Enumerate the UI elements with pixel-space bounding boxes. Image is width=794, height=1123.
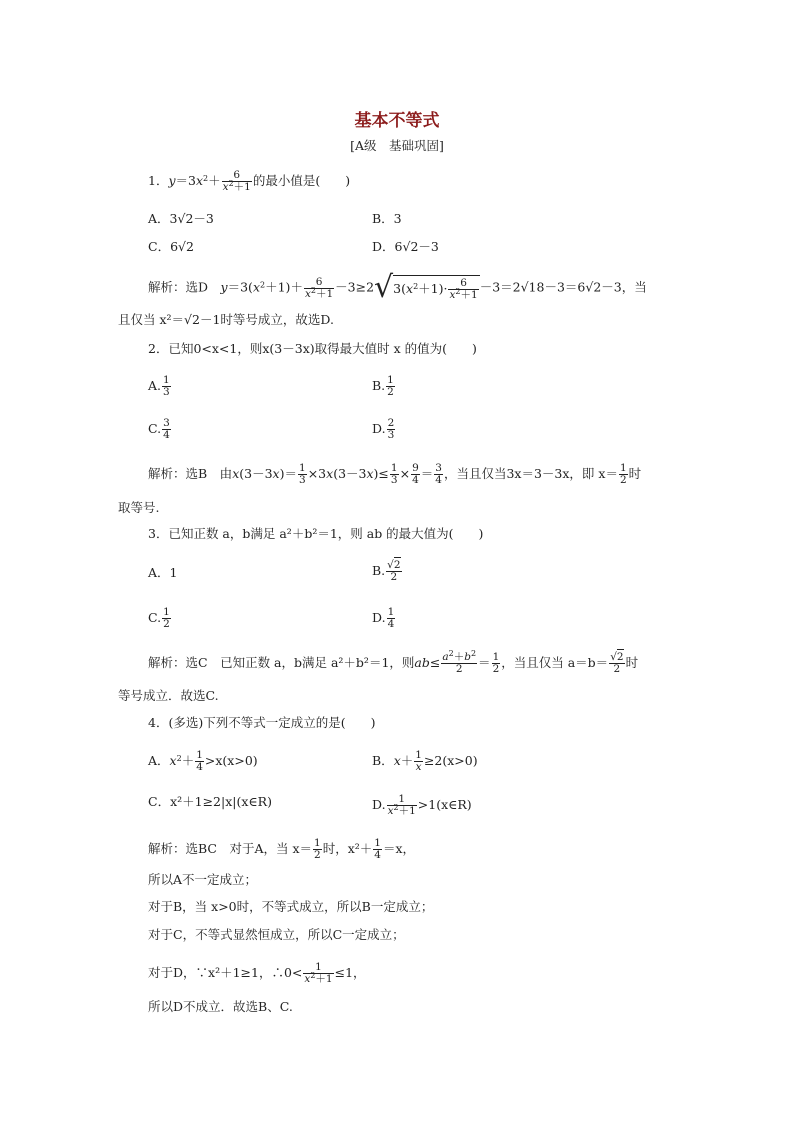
q4-solution-line: 对于C，不等式显然恒成立，所以C一定成立； [148,927,405,942]
q1-option-b: B．3 [372,211,402,226]
q1-option-c: C．6√2 [148,239,194,254]
q2-solution-line2: 取等号. [118,500,160,515]
q4-option-c: C．x²＋1≥2|x|(x∈R) [148,794,272,809]
section-subtitle: [A级 基础巩固] [350,138,444,153]
q4-solution-line-d: 对于D，∵x²＋1≥1，∴0< $\frac{1}{x^2+1}$ ≤1， [148,961,366,985]
page-title: 基本不等式 [354,111,440,131]
q3-solution: 解析：选C 已知正数 a，b满足 a²＋b²＝1，则ab≤ $\frac{a^2+b^2}{2}$ ＝ $\frac{1}{2}$ ，当且仅当 a＝b＝ $\frac{√2}{2}$ 时 [148,649,639,675]
q1-solution-line2: 且仅当 x²＝√2－1时等号成立，故选D. [118,312,334,327]
q3-option-d: D. $\frac{1}{4}$ [372,606,395,630]
q3-solution-line2: 等号成立．故选C. [118,688,219,703]
q2-option-a: A. $\frac{1}{3}$ [148,374,170,398]
q4-solution-line: 对于B，当 x>0时，不等式成立，所以B一定成立； [148,899,434,914]
q4-solution: 解析：选BC 对于A，当 x＝ $\frac{1}{2}$ 时，x²＋ $\frac{1}{4}$ ＝x， [148,837,416,861]
q2-option-d: D. $\frac{2}{3}$ [372,417,395,441]
q1-stem: 1．$y=3x^2+$ $\frac{6}{x^2+1}$ 的最小值是( ) [148,169,351,193]
q4-option-b: B．x＋ $\frac{1}{x}$ ≥2(x>0) [372,749,478,773]
q2-option-b: B. $\frac{1}{2}$ [372,374,394,398]
q4-option-d: D. $\frac{1}{x^2+1}$ >1(x∈R) [372,793,472,817]
q1-option-a: A．3√2－3 [148,211,214,226]
q2-solution: 解析：选B 由x(3－3x)＝ $\frac{1}{3}$ ×3x(3－3x)≤ $\frac{1}{3}$ × $\frac{9}{4}$ ＝ $\frac{3}{4}$ ，当且仅当3x＝3－3x，即 x＝ $\frac{1}{2}$ 时 [148,462,642,486]
q3-option-c: C. $\frac{1}{2}$ [148,606,170,630]
q3-option-a: A．1 [148,565,178,580]
q1-option-d: D．6√2－3 [372,239,439,254]
q4-solution-line: 所以A不一定成立； [148,872,258,887]
q1-solution: 解析：选D $y=3(x^2+1)+$ $\frac{6}{x^2+1}$ $-3\ge 2√3(x^2+1)\cdot$ $\frac{6}{x^2+1}$ －3＝2√18－3＝6√2－3，当 [148,270,647,305]
q4-stem: 4．(多选)下列不等式一定成立的是( ) [148,715,376,730]
q4-option-a: A．$x^2+$ $\frac{1}{4}$ >x(x>0) [148,749,258,773]
q4-conclusion: 所以D不成立．故选B、C. [148,999,293,1014]
q3-option-b: B. $\frac{√2}{2}$ [372,559,401,583]
q2-stem: 2．已知0<x<1，则x(3－3x)取得最大值时 x 的值为( ) [148,341,477,356]
q2-option-c: C. $\frac{3}{4}$ [148,417,170,441]
q3-stem: 3．已知正数 a，b满足 a²＋b²＝1，则 ab 的最大值为( ) [148,526,484,541]
